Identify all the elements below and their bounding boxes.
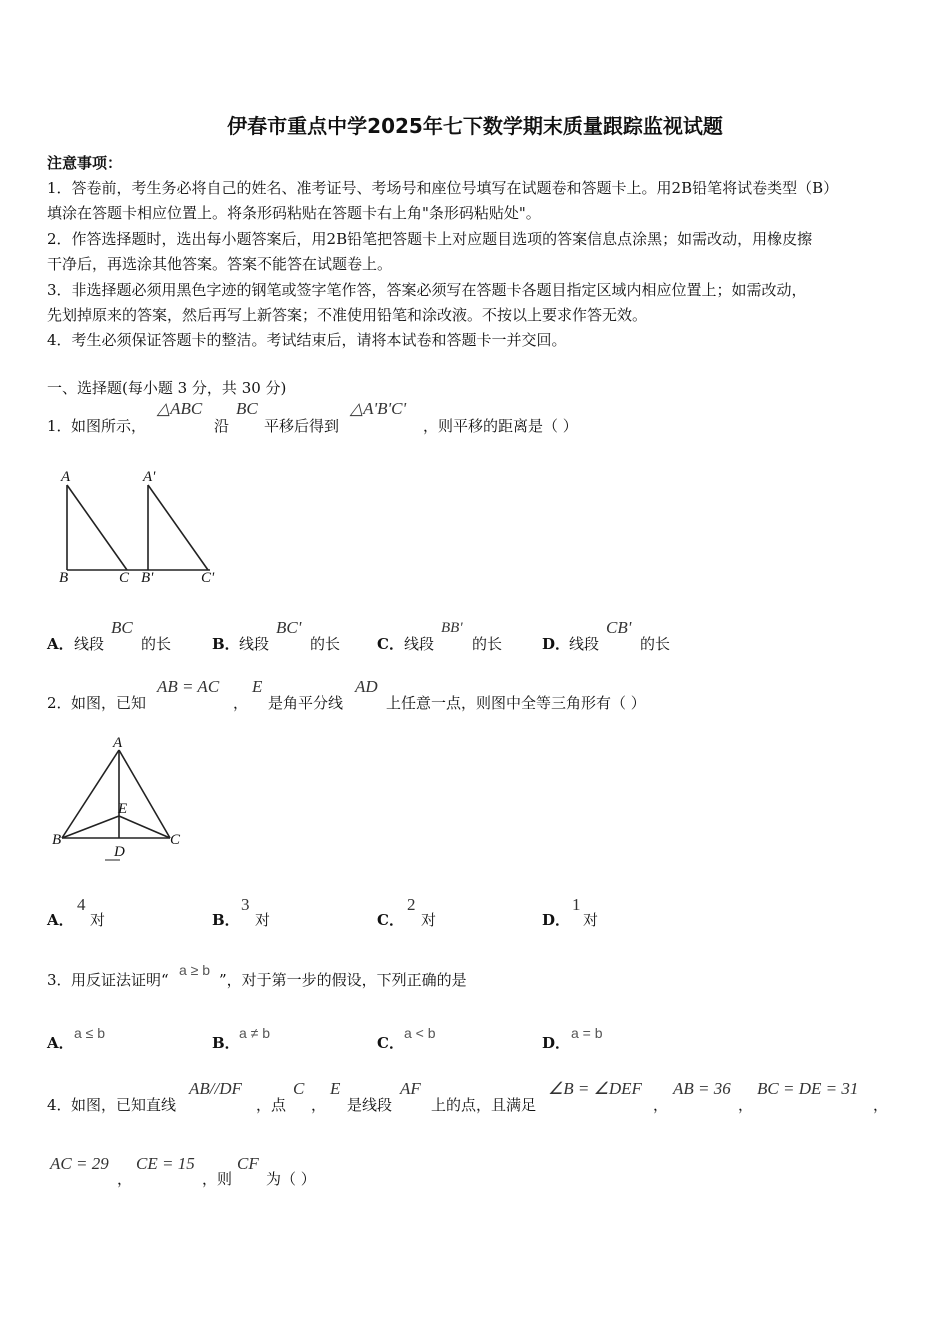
question-text: 用反证法证明“: [71, 971, 169, 989]
question-text: ，: [738, 1096, 754, 1114]
question-text: ”，对于第一步的假设，下列正确的是: [219, 971, 467, 989]
math-expression: BC: [236, 399, 258, 418]
question-text: ，: [873, 1096, 889, 1114]
translation-figure: [50, 460, 230, 590]
option-text: 线段: [239, 635, 270, 653]
math-expression: BB': [441, 620, 463, 636]
option-text: 对: [421, 911, 437, 929]
option-letter: D．: [542, 911, 571, 929]
math-expression: 3: [241, 895, 250, 914]
notice-line: 干净后，再选涂其他答案。答案不能答在试题卷上。: [47, 255, 393, 273]
math-expression: E: [330, 1079, 341, 1098]
page-title: 伊春市重点中学2025年七下数学期末质量跟踪监视试题: [227, 114, 723, 138]
option-text: 的长: [640, 635, 671, 653]
math-expression: CE = 15: [136, 1154, 195, 1173]
math-expression: CB': [606, 618, 632, 637]
math-expression: AB//DF: [189, 1079, 242, 1098]
math-expression: 4: [77, 895, 86, 914]
figure-label: B': [141, 570, 154, 586]
question-text: 是角平分线: [268, 694, 344, 712]
question-number: 3．: [47, 971, 72, 989]
option-letter: A．: [47, 1034, 74, 1052]
math-expression: a = b: [571, 1025, 603, 1041]
question-number: 1．: [47, 417, 72, 435]
section-heading: 一、选择题(每小题 3 分，共 30 分): [47, 379, 287, 397]
option-letter: C．: [377, 911, 404, 929]
option-text: 对: [583, 911, 599, 929]
option-text: 对: [90, 911, 106, 929]
option-letter: B．: [212, 635, 240, 653]
math-expression: AB = 36: [673, 1079, 731, 1098]
math-expression: AF: [400, 1079, 421, 1098]
option-letter: B．: [212, 1034, 240, 1052]
figure-label: C: [170, 832, 181, 848]
math-expression: BC = DE = 31: [757, 1079, 859, 1098]
figure-label: B: [52, 832, 62, 848]
math-expression: ∠B = ∠DEF: [548, 1079, 642, 1098]
math-expression: a ≠ b: [239, 1025, 271, 1041]
math-expression: BC': [276, 618, 302, 637]
question-text: 如图，已知: [71, 694, 147, 712]
option-letter: C．: [377, 635, 404, 653]
question-text: 为（ ）: [266, 1170, 316, 1188]
math-expression: a ≥ b: [179, 962, 211, 978]
math-expression: 2: [407, 895, 416, 914]
math-expression: △A'B'C': [350, 399, 407, 418]
notice-line: 3．非选择题必须用黑色字迹的钢笔或签字笔作答，答案必须写在答题卡各题目指定区域内相应位置上；如需改动，: [47, 281, 807, 299]
question-text: ，: [117, 1170, 133, 1188]
figure-label: D: [114, 844, 125, 860]
math-expression: AD: [355, 677, 378, 696]
question-text: 如图所示，: [71, 417, 147, 435]
notice-line: 填涂在答题卡相应位置上。将条形码粘贴在答题卡右上角"条形码粘贴处"。: [47, 204, 541, 222]
notice-line: 1．答卷前，考生务必将自己的姓名、准考证号、考场号和座位号填写在试题卷和答题卡上。用2B铅笔将试卷类型（B）: [47, 179, 839, 197]
option-text: 线段: [404, 635, 435, 653]
option-text: 的长: [472, 635, 503, 653]
math-expression: AC = 29: [50, 1154, 109, 1173]
notice-line: 4．考生必须保证答题卡的整洁。考试结束后，请将本试卷和答题卡一并交回。: [47, 331, 567, 349]
notice-line: 先划掉原来的答案，然后再写上新答案；不准使用铅笔和涂改液。不按以上要求作答无效。: [47, 306, 648, 324]
math-expression: C: [293, 1079, 305, 1098]
figure-label: A': [143, 469, 156, 485]
question-number: 2．: [47, 694, 72, 712]
option-letter: D．: [542, 1034, 571, 1052]
notice-line: 2．作答选择题时，选出每小题答案后，用2B铅笔把答题卡上对应题目选项的答案信息点涂黑；如需改动，用橡皮擦: [47, 230, 813, 248]
figure-label: B: [59, 570, 69, 586]
question-text: 如图，已知直线: [71, 1096, 177, 1114]
math-expression: AB = AC: [157, 677, 220, 696]
option-text: 线段: [569, 635, 600, 653]
question-text: 上任意一点，则图中全等三角形有（ ）: [386, 694, 646, 712]
question-number: 4．: [47, 1096, 72, 1114]
figure-label: E: [118, 801, 128, 817]
question-text: ，: [653, 1096, 669, 1114]
math-expression: CF: [237, 1154, 259, 1173]
math-expression: a < b: [404, 1025, 436, 1041]
option-text: 的长: [310, 635, 341, 653]
question-text: ，: [311, 1096, 327, 1114]
math-expression: E: [252, 677, 263, 696]
option-letter: B．: [212, 911, 240, 929]
option-text: 的长: [141, 635, 172, 653]
option-text: 对: [255, 911, 271, 929]
question-text: 沿: [214, 417, 230, 435]
question-text: ，: [233, 694, 249, 712]
notice-heading: 注意事项：: [47, 154, 123, 172]
math-expression: a ≤ b: [74, 1025, 106, 1041]
figure-label: C': [201, 570, 215, 586]
figure-label: A: [61, 469, 71, 485]
option-letter: A．: [47, 911, 74, 929]
option-text: 线段: [74, 635, 105, 653]
option-letter: A．: [47, 635, 74, 653]
question-text: 上的点，且满足: [431, 1096, 537, 1114]
math-expression: △ABC: [157, 399, 203, 418]
figure-label: C: [119, 570, 130, 586]
math-expression: 1: [572, 895, 581, 914]
option-letter: D．: [542, 635, 571, 653]
question-text: 平移后得到: [264, 417, 340, 435]
question-text: 是线段: [347, 1096, 393, 1114]
question-text: ，则平移的距离是（ ）: [423, 417, 578, 435]
figure-label: A: [113, 735, 123, 751]
isosceles-triangle-figure: [50, 730, 190, 870]
option-letter: C．: [377, 1034, 404, 1052]
question-text: ，则: [202, 1170, 233, 1188]
math-expression: BC: [111, 618, 133, 637]
question-text: ，点: [256, 1096, 287, 1114]
